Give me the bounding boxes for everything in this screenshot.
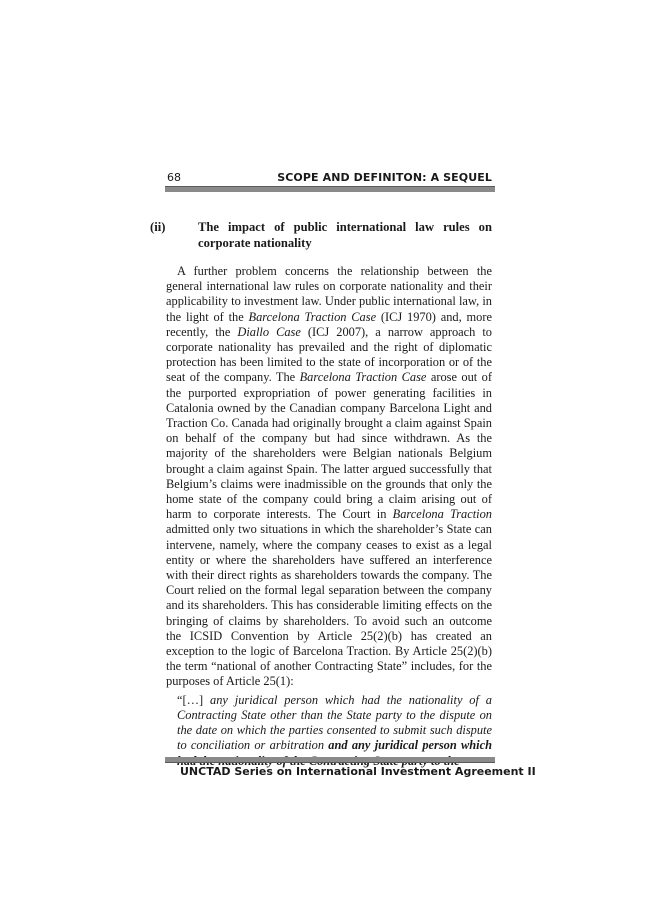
case-name-barcelona-traction: Barcelona Traction Case — [299, 370, 427, 385]
body-paragraph — [166, 264, 492, 690]
paragraph-text: admitted only two situations in which the shareholder’s State can intervene, namely, where the company ceases to exist as a legal entity or where the shareholders have suffered an interference with their direct rights as shareholders towards the company. The Court relied on the formal legal separation between the company and its shareholders. This has considerable limiting effects on the bringing of claims by shareholders. To avoid such an outcome the ICSID Convention by Article 25(2)(b) has created an exception to the logic of Barcelona Traction. By Article 25(2)(b) the term “national of another Contracting State” includes, for the purposes of Article 25(1): — [166, 522, 492, 689]
paragraph-text: (ICJ 1970) and, more recently, the — [166, 309, 492, 339]
section-title: The impact of public international law rules on corporate nationality — [198, 220, 492, 250]
section-heading — [150, 220, 492, 251]
case-name-barcelona-traction: Barcelona Traction — [392, 507, 492, 522]
quote-opening: “[…] — [177, 692, 204, 707]
case-name-barcelona-traction: Barcelona Traction Case — [248, 309, 377, 324]
running-title: SCOPE AND DEFINITON: A SEQUEL — [277, 171, 492, 184]
paragraph-text: (ICJ 2007), a narrow approach to corporate nationality has prevailed and the right of diplomatic protection has been limited to the state of incorporation or of the seat of the company. The — [166, 324, 493, 385]
case-name-diallo: Diallo Case — [237, 324, 301, 339]
main-text — [150, 220, 493, 769]
running-footer: UNCTAD Series on International Investment Agreement II — [180, 765, 536, 778]
paragraph-text: A further problem concerns the relationship between the general international law rules on corporate nationality and their applicability to investment law. Under public international law, in the light of the — [166, 264, 492, 324]
page-number: 68 — [167, 171, 181, 184]
footer-rule — [165, 757, 495, 763]
paragraph-text: arose out of the purported expropriation of power generating facilities in Catalonia owned by the Canadian company Barcelona Light and Traction Co. Canada had originally brought a claim against Spain on behalf of the company but had since withdrawn. As the majority of the shareholders were Belgian nationals Belgium brought a claim against Spain. The latter argued successfully that Belgium’s claims were inadmissible on the grounds that only the home state of the company could bring a claim arising out of harm to corporate interests. The Court in — [166, 370, 492, 522]
quote-emphasis: and any juridical person which — [328, 738, 493, 753]
header-rule — [165, 186, 495, 192]
quote-text: any juridical person which had the nationality of a Contracting State other than the State party to the dispute on the date on which the parties consented to submit such dispute to conciliation or arbitration — [177, 692, 492, 753]
section-number: (ii) — [150, 220, 166, 234]
running-header — [167, 171, 492, 187]
